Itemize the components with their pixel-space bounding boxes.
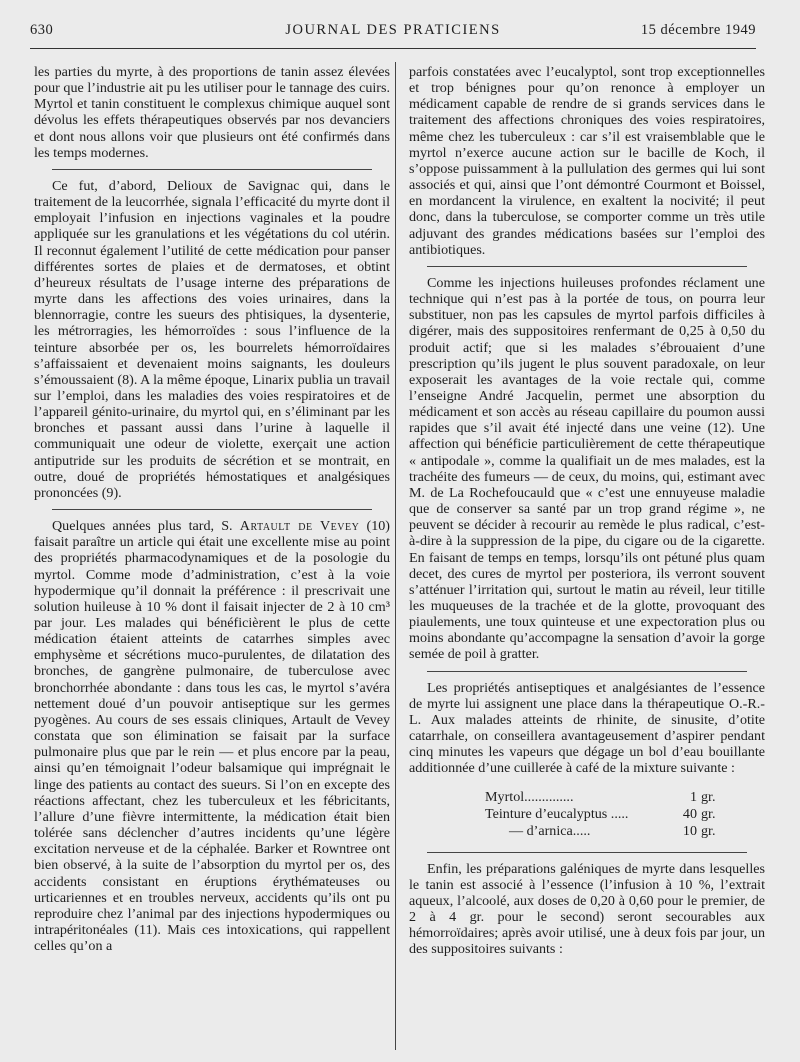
page-header: [30, 22, 756, 46]
paragraph: Les propriétés antiseptiques et analgésiantes de l’essence de myrte lui assignent une place dans la thérapeutique O.-R.-L. Aux malades atteints de rhinite, de sinusite, d’otite catarrhale, on conseillera avantageusement d’aspirer pendant cinq minutes les vapeurs que dégage un bol d’eau bouillante additionnée d’une cuillerée à café de la mixture suivante :: [409, 679, 765, 777]
right-column: [409, 64, 765, 958]
ingredient-amount: 10: [682, 822, 697, 839]
formula-row: [485, 823, 765, 840]
ingredient-name: — d’arnica.....: [509, 822, 591, 839]
author-name: Artault de Vevey: [239, 518, 360, 535]
header-rule: [30, 48, 756, 49]
section-divider: [52, 509, 372, 510]
text-run: Quelques années plus tard, S.: [52, 518, 233, 535]
ingredient-unit: gr.: [701, 822, 716, 839]
ingredient-name: Myrtol..............: [485, 788, 574, 805]
section-divider: [427, 266, 747, 267]
formula-row: [485, 806, 765, 823]
ingredient-name: Teinture d’eucalyptus .....: [485, 805, 629, 822]
journal-title: JOURNAL DES PRATICIENS: [285, 22, 501, 38]
issue-date: 15 décembre 1949: [640, 22, 756, 38]
ingredient-unit: gr.: [701, 788, 716, 805]
paragraph: parfois constatées avec l’eucalyptol, sont trop exceptionnelles et trop bénignes pour qu’on renonce à employer un médicament capable de rendre de si grands services dans le traitement des affections chroniques des voies respiratoires, même chez les tuberculeux : car s’il est vraisemblable que le myrtol n’exerce aucune action sur le bacille de Koch, il s’oppose puissamment à la pullulation des germes qui lui sont associés et qui, ainsi que l’ont démontré Courmont et Boissel, en mordancent la virulence, en exaltent la nocivité; il peut donc, dans la tuberculose, se comporter comme un très utile adjuvant des grandes médications basées sur l’emploi des antibiotiques.: [409, 64, 765, 258]
ingredient-amount: 40: [682, 805, 697, 822]
column-divider: [395, 62, 396, 1050]
formula-row: [485, 789, 765, 806]
section-divider: [427, 852, 747, 853]
text-run: (10) faisait paraître un article qui était une excellente mise au point des propriétés pharmacodynamiques et de la posologie du myrtol. Comme mode d’administration, c’est à la voie hypodermique qu’il donnait la préférence : il prescrivait une solution huileuse à 10 % dont il faisait injecter de 2 à 10 cm³ par jour. Les malades qui bénéficièrent le plus de cette médication étaient atteints de catarrhes simples avec emphysème et sécrétions muco-purulentes, de dilatation des bronches, de gangrène pulmonaire, de tuberculose avec bronchorrhée abondante : dans tous les cas, le myrtol s’avéra nettement doué d’un pouvoir antiseptique sur les germes pyogènes. Au cours de ses essais cliniques, Artault de Vevey constata que son élimination se faisait par la surface pulmonaire plus que par le rein — et plus encore par la peau, ainsi qu’en témoignait l’odeur balsamique qui imprégnait le linge des patients au contact des sueurs. Si l’on en excepte des réactions affectant, chez les tuberculeux et les fébricitants, l’allure d’une fièvre intermittente, la médication était bien tolérée sans déclencher d’autres incidents qu’une légère excitation nerveuse et de la céphalée. Barker et Rowntree ont bien observé, à la suite de l’absorption du myrtol per os, des accidents consistant en éruptions érythémateuses ou urticariennes et en troubles nerveux, accidents qu’ils ont pu reproduire chez l’animal par des injections hypodermiques ou intrapéritonéales (11). Mais ces intoxications, qui rappellent celles qu’on a: [34, 518, 390, 955]
ingredient-amount: 1: [689, 788, 697, 805]
left-column: [34, 64, 390, 954]
section-divider: [52, 169, 372, 170]
paragraph: [34, 518, 390, 954]
paragraph: Ce fut, d’abord, Delioux de Savignac qui, dans le traitement de la leucorrhée, signala l’efficacité du myrte dont il employait l’infusion en injections vaginales et la poudre appliquée sur les granulations et les végétations du col utérin. Il reconnut également l’utilité de cette médication pour panser différentes sortes de plaies et de dermatoses, et obtint d’heureux résultats de l’usage interne des préparations de myrte dans les affections des voies urinaires, dans la blennorragie, contre les sueurs des phtisiques, la dysenterie, les métrorragies, les hémorroïdes : sous l’influence de la teinture absorbée per os, les bourrelets hémorroïdaires s’affaissaient et devenaient moins saignants, les douleurs s’émoussaient (8). A la même époque, Linarix publia un travail sur l’emploi, dans les maladies des voies respiratoires et de l’appareil génito-urinaire, du myrtol qui, en s’éliminant par les bronches et passant aussi dans l’urine à laquelle il communiquait une odeur de violette, exerçait une action antiputride sur les produits de sécrétion et se montrait, en outre, doué de propriétés hémostatiques et analgésiques prononcées (9).: [34, 177, 390, 501]
paragraph: Comme les injections huileuses profondes réclament une technique qui n’est pas à la portée de tous, on pourra leur substituer, non pas les capsules de myrtol parfois difficiles à digérer, mais des suppositoires renfermant de 0,25 à 0,50 du produit actif; que si les malades s’ébrouaient d’une prescription qu’ils jugent le plus souvent paradoxale, on leur exposerait les avantages de la voie rectale qui, comme l’enseigne André Jacquelin, permet une absorption du médicament et son accès au réseau capillaire du poumon aussi rapides que s’il avait été injecté dans une veine (12). Une affection qui bénéficie particulièrement de cette thérapeutique « antipodale », comme la qualifiait un de mes malades, est la trachéite des fumeurs — de ceux, du moins, qui, estimant avec M. de La Rochefoucauld que « c’est une ennuyeuse maladie que de conserver sa santé par un trop grand régime », ne peuvent se décider à recourir au remède le plus radical, c’est-à-dire à la suppression de la pipe, du cigare ou de la cigarette. En faisant de temps en temps, lorsqu’ils ont pétuné plus quam decet, des cures de myrtol per posteriora, ils verront souvent s’atténuer l’irritation qui, surtout le matin au réveil, leur titille les muqueuses de la trachée et de la glotte, provoquant des piaulements, une toux quinteuse et une expectoration plus ou moins abondante qu’accompagne la sensation d’avoir la gorge semée de poil à gratter.: [409, 274, 765, 663]
prescription-formula: [485, 789, 765, 840]
ingredient-unit: gr.: [701, 805, 716, 822]
paragraph: Enfin, les préparations galéniques de myrte dans lesquelles le tanin est associé à l’essence (l’infusion à 10 %, l’extrait aqueux, l’alcoolé, aux doses de 0,20 à 0,60 pour le premier, de 2 à 4 gr. pour le second) seront secourables aux hémorroïdaires; après avoir utilisé, une à deux fois par jour, un des suppositoires suivants :: [409, 860, 765, 958]
page-number: 630: [30, 22, 54, 38]
paragraph: les parties du myrte, à des proportions de tanin assez élevées pour que l’industrie ait pu les utiliser pour le tannage des cuirs. Myrtol et tanin constituent le complexus chimique auquel sont dévolus les effets thérapeutiques observés par nos devanciers et dont nous allons voir que plusieurs ont été confirmés dans les temps modernes.: [34, 64, 390, 161]
section-divider: [427, 671, 747, 672]
